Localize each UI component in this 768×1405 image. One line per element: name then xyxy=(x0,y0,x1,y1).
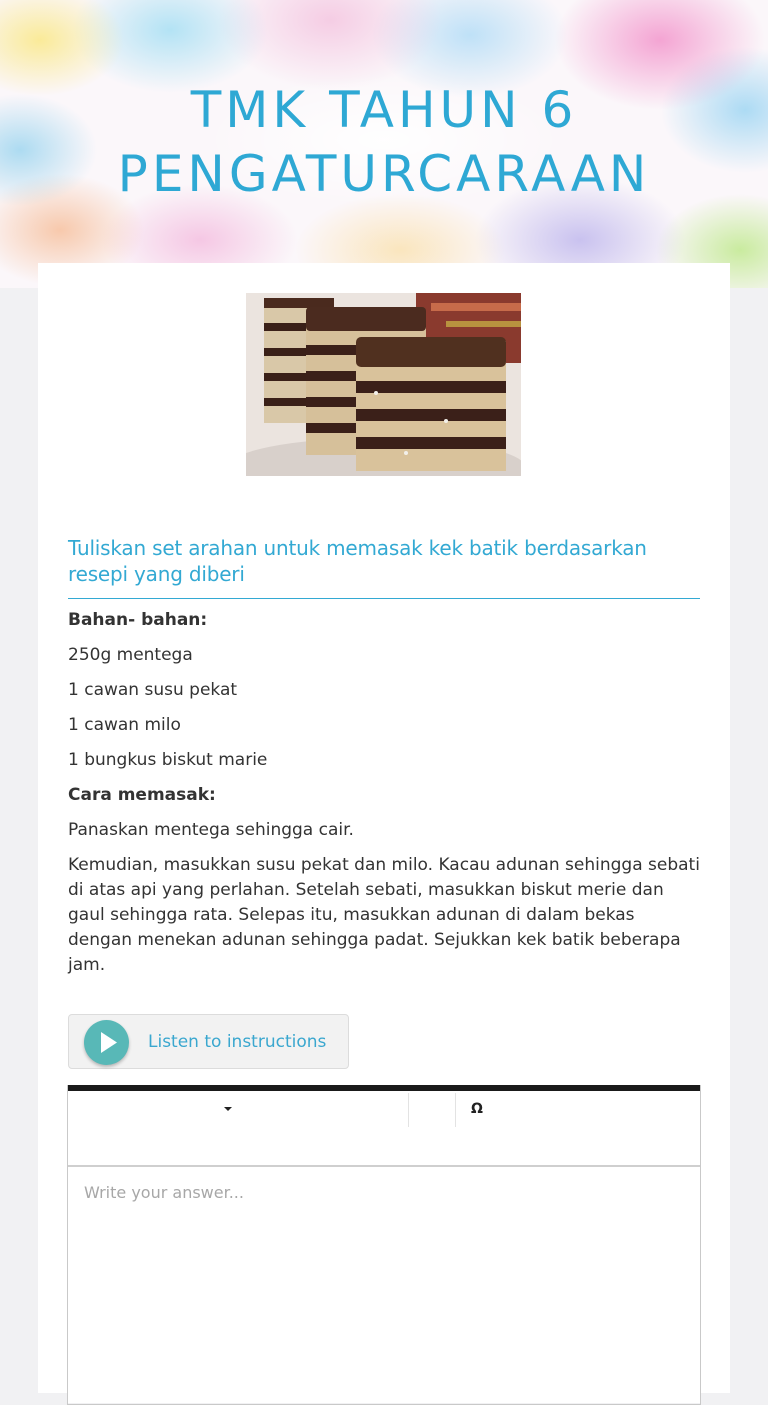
method-step: Panaskan mentega sehingga cair. xyxy=(68,820,354,840)
ingredient-item: 1 bungkus biskut marie xyxy=(68,750,268,770)
question-prompt: Tuliskan set arahan untuk memasak kek batik berdasarkan resepi yang diberi xyxy=(68,536,647,586)
answer-input[interactable] xyxy=(68,1167,700,1403)
method-heading: Cara memasak: xyxy=(68,785,216,805)
toolbar-divider xyxy=(408,1093,409,1127)
format-dropdown-caret-icon[interactable] xyxy=(224,1107,232,1111)
title-line-2: PENGATURCARAAN xyxy=(117,145,651,203)
page-title xyxy=(0,78,768,206)
listen-label: Listen to instructions xyxy=(148,1032,327,1052)
ingredient-item: 250g mentega xyxy=(68,645,193,665)
title-line-1: TMK TAHUN 6 xyxy=(190,81,578,139)
kek-batik-image xyxy=(246,293,521,476)
editor-toolbar xyxy=(68,1085,700,1167)
question-divider xyxy=(68,598,700,599)
ingredient-item: 1 cawan milo xyxy=(68,715,181,735)
ingredient-item: 1 cawan susu pekat xyxy=(68,680,238,700)
ingredients-heading: Bahan- bahan: xyxy=(68,610,208,630)
worksheet-card xyxy=(38,263,730,1393)
recipe-instructions xyxy=(68,608,700,988)
play-icon xyxy=(84,1020,129,1065)
method-step: Kemudian, masukkan susu pekat dan milo. Kacau adunan sehingga sebati di atas api yang perlahan. Setelah sebati, masukkan biskut merie dan gaul sehingga rata. Selepas itu, masukkan adunan di dalam bekas dengan menekan adunan sehingga padat. Sejukkan kek batik beberapa jam. xyxy=(68,855,700,975)
header-banner xyxy=(0,0,768,288)
answer-editor xyxy=(67,1085,701,1405)
toolbar-divider xyxy=(455,1093,456,1127)
listen-to-instructions-button[interactable] xyxy=(68,1014,349,1069)
special-character-button[interactable]: Ω xyxy=(471,1101,483,1117)
